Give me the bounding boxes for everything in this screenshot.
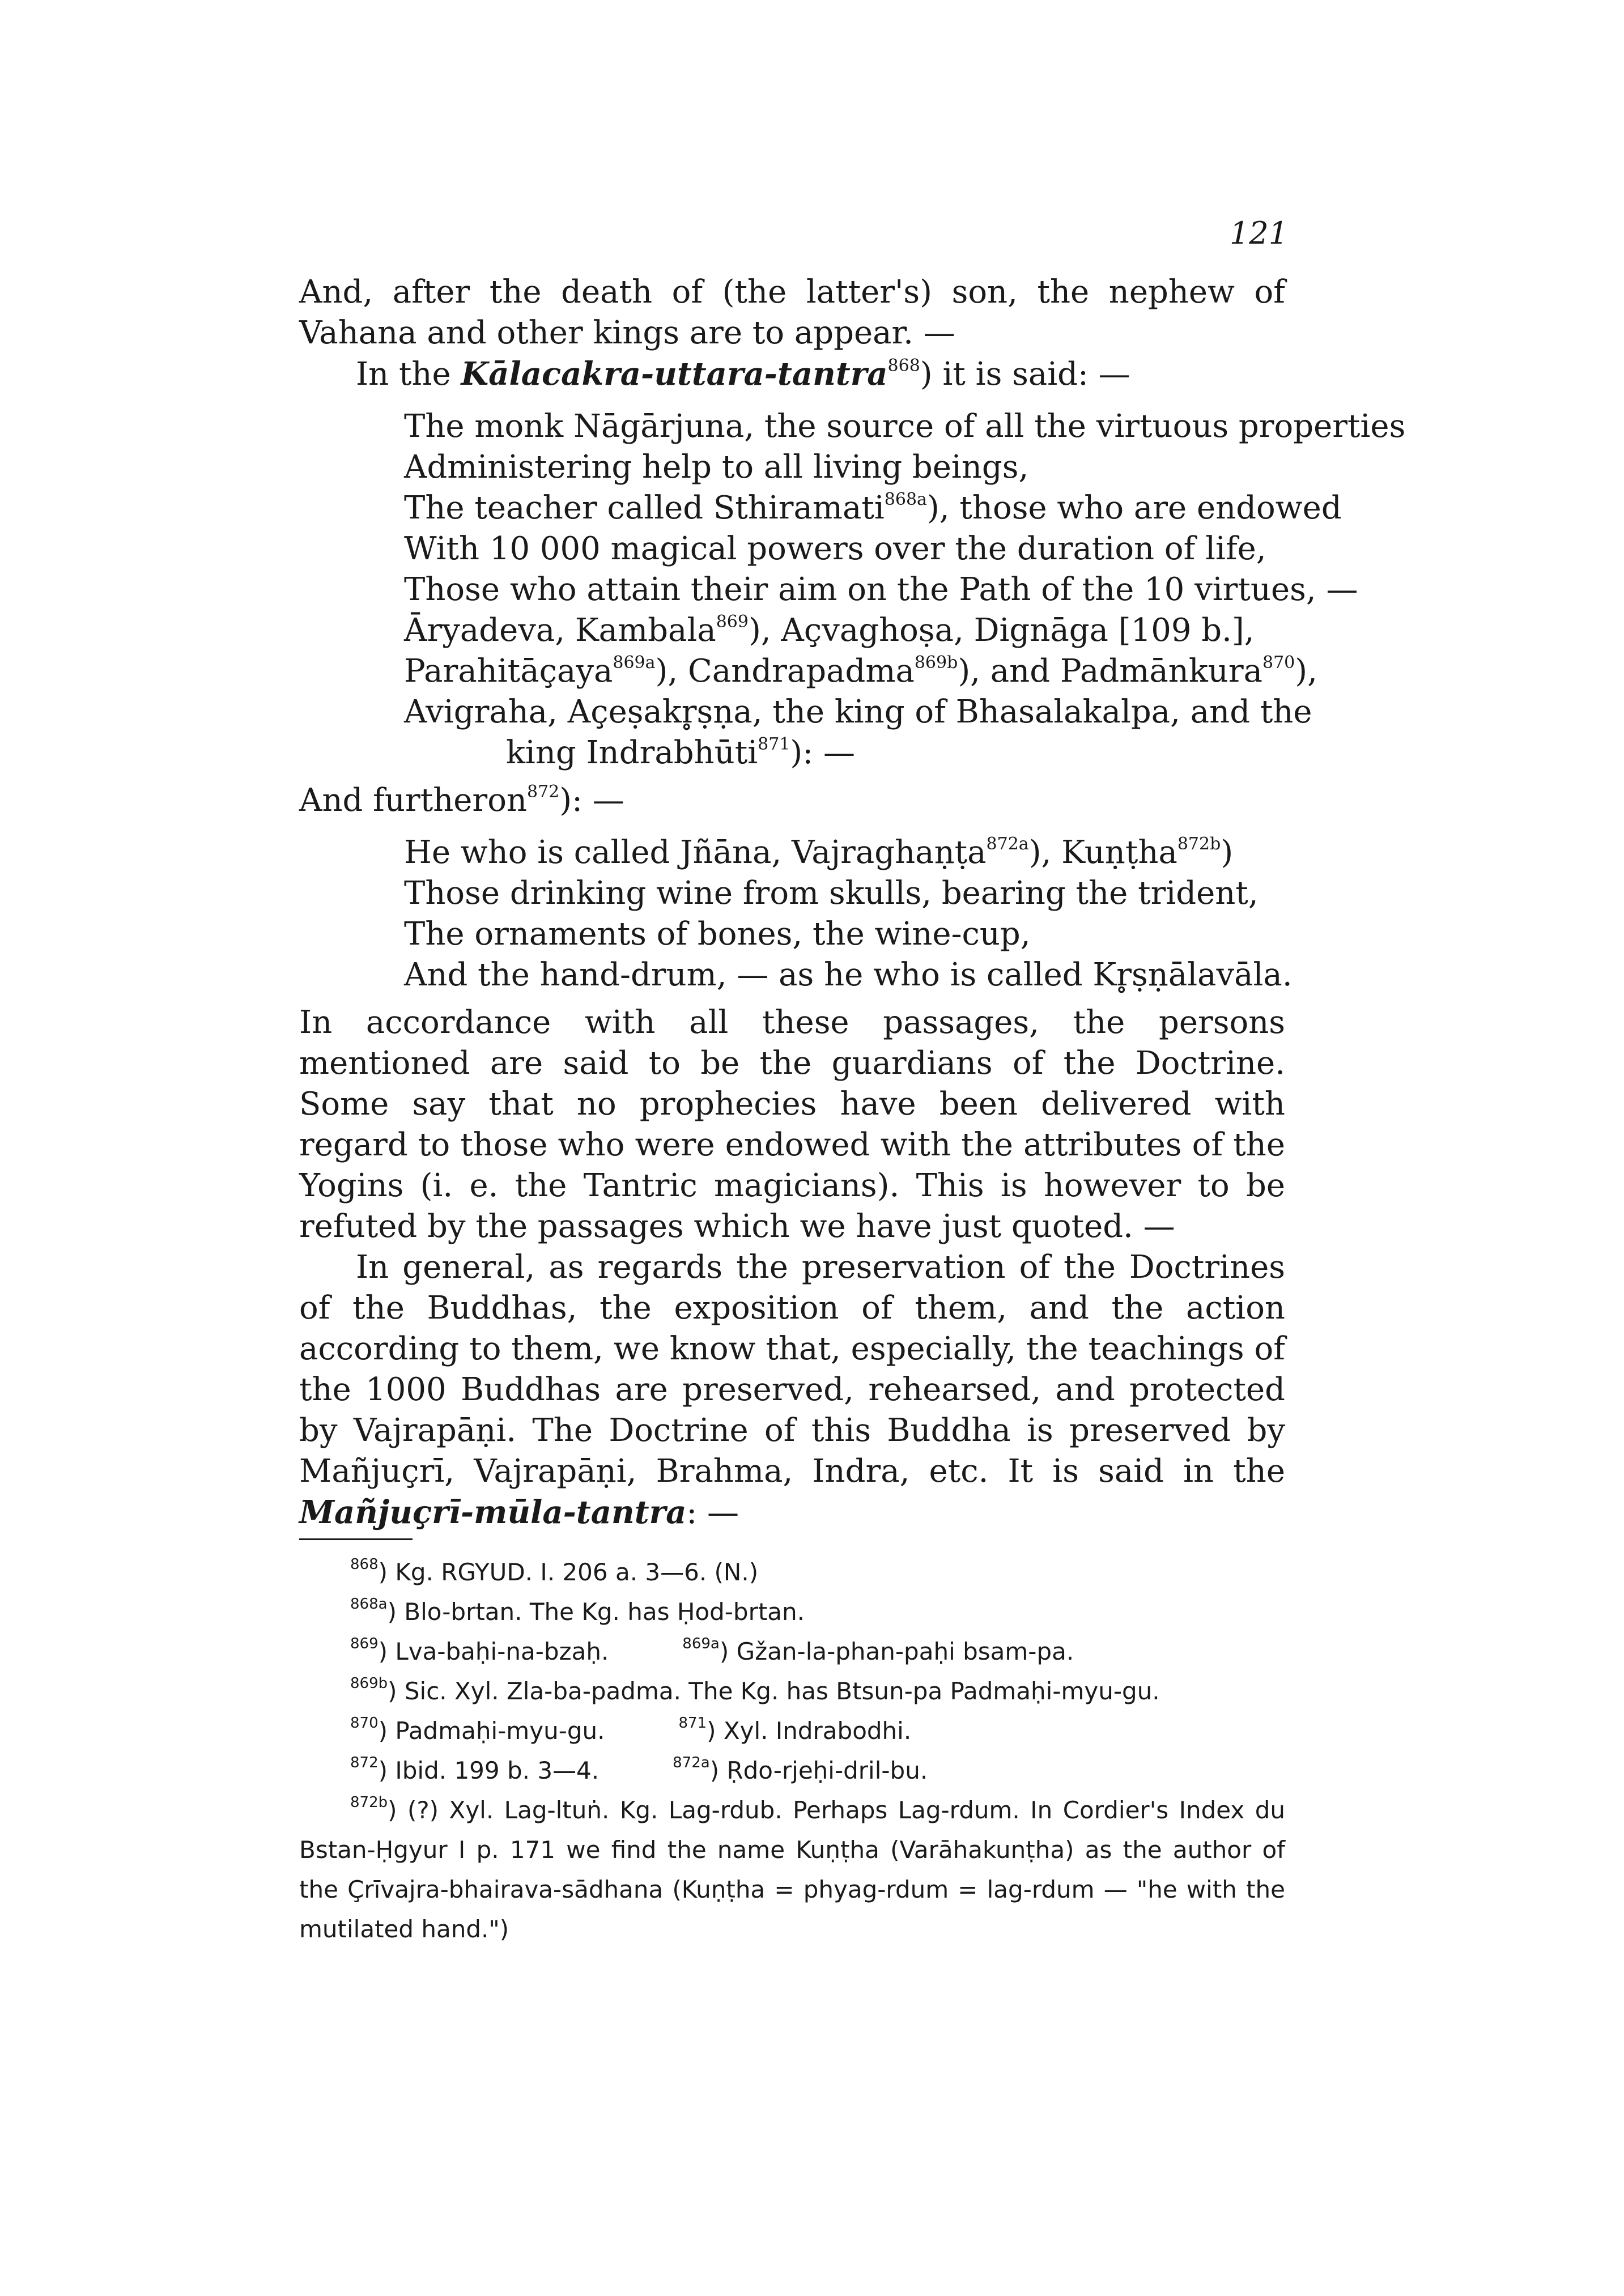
footnote-text: ) (?) Xyl. Lag-ltuṅ. Kg. Lag-rdub. Perhaps Lag-rdum. In Cordier's Index du Bstan-Ḥgyur I p. 171 we find the name Kuṇṭha (Varāhakunṭha) as the author of the Çrīvajra-bhairava-sādhana (Kuṇṭha = phyag-rdum = lag-rdum — "he with the mutilated hand.") bbox=[299, 1796, 1285, 1943]
verse-line bbox=[404, 733, 1285, 773]
preservation-paragraph bbox=[299, 1247, 1285, 1533]
verse-line: With 10 000 magical powers over the duration of life, bbox=[404, 530, 1266, 567]
footnote-number: 869b bbox=[350, 1675, 388, 1692]
footnote-number: 870 bbox=[350, 1715, 379, 1732]
footnote-ref: 870 bbox=[1262, 653, 1295, 673]
furtheron-line bbox=[299, 780, 1285, 821]
footnote-number: 871 bbox=[678, 1715, 707, 1732]
footnote-divider bbox=[299, 1538, 413, 1540]
main-text bbox=[299, 272, 1406, 1533]
tantra-title: Kālacakra-uttara-tantra bbox=[461, 355, 888, 393]
footnote-number: 868a bbox=[350, 1596, 388, 1613]
guardians-paragraph: In accordance with all these passages, the persons mentioned are said to be the guardians of the Doctrine. Some say that no prophecies have been delivered with regard to those who were endowed with the attributes of the Yogins (i. e. the Tantric magicians). This is however to be refuted by the passages which we have just quoted. — bbox=[299, 1004, 1285, 1245]
verse-line bbox=[404, 651, 1317, 692]
footnote-ref: 869b bbox=[914, 653, 958, 673]
footnote bbox=[299, 1791, 1285, 1949]
footnote-number: 872 bbox=[350, 1754, 379, 1771]
verse-line: And the hand-drum, — as he who is called Kr̥ṣṇālavāla. bbox=[404, 956, 1293, 993]
citation-suffix: ) it is said: — bbox=[920, 356, 1130, 393]
verse-line: The ornaments of bones, the wine-cup, bbox=[404, 916, 1031, 953]
citation-prefix: In the bbox=[356, 356, 461, 393]
footnote bbox=[299, 1553, 1285, 1592]
footnote-ref: 869a bbox=[613, 653, 656, 673]
intro-paragraph: And, after the death of (the latter's) son, the nephew of Vahana and other kings are to appear. — bbox=[299, 274, 1285, 351]
verse-line: Those drinking wine from skulls, bearing the trident, bbox=[404, 875, 1259, 912]
footnote-number: 868 bbox=[350, 1556, 379, 1573]
footnote-text: ) Lva-baḥi-na-bzaḥ. bbox=[378, 1638, 609, 1665]
verse-line: Administering help to all living beings, bbox=[404, 449, 1029, 486]
footnote-text: ) Ṛdo-rjeḥi-dril-bu. bbox=[709, 1757, 928, 1784]
footnote-ref: 868a bbox=[884, 490, 927, 509]
tantra-title: Mañjuçrī-mūla-tantra bbox=[299, 1494, 687, 1531]
verse-line bbox=[404, 832, 1285, 873]
footnote bbox=[299, 1632, 1285, 1672]
verse-text: The teacher called Sthiramati bbox=[404, 490, 885, 526]
verse-text: king Indrabhūti bbox=[506, 734, 758, 771]
verse-text: He who is called Jñāna, Vajraghaṇṭa bbox=[404, 834, 987, 871]
footnote-number: 872a bbox=[673, 1754, 710, 1771]
verse-text: ), those who are endowed bbox=[926, 490, 1342, 526]
footnote-text: ) Blo-brtan. The Kg. has Ḥod-brtan. bbox=[387, 1598, 805, 1626]
footnote-text: ) Padmaḥi-myu-gu. bbox=[378, 1717, 605, 1745]
verse-quote-1 bbox=[404, 406, 1406, 773]
furtheron-suffix: ): — bbox=[559, 782, 624, 819]
footnote bbox=[299, 1751, 1285, 1791]
footnote-text: ) Ibid. 199 b. 3—4. bbox=[378, 1757, 600, 1784]
verse-text: Āryadeva, Kambala bbox=[404, 612, 716, 649]
footnote-ref: 868 bbox=[887, 356, 920, 376]
verse-line: Those who attain their aim on the Path of the 10 virtues, — bbox=[404, 571, 1358, 608]
footnote-ref: 869 bbox=[716, 612, 749, 632]
footnote bbox=[299, 1672, 1285, 1711]
footnote-text: ) Gžan-la-phan-paḥi bsam-pa. bbox=[719, 1638, 1074, 1665]
footnote-text: ) Kg. RGYUD. I. 206 a. 3—6. (N.) bbox=[378, 1558, 759, 1586]
verse-text: ), Candrapadma bbox=[655, 653, 915, 690]
verse-text: ) bbox=[1221, 834, 1234, 871]
footnote bbox=[299, 1592, 1285, 1632]
footnote-ref: 872a bbox=[986, 834, 1029, 854]
verse-line bbox=[404, 488, 1342, 529]
intro-citation bbox=[299, 354, 1285, 395]
paragraph-text: In general, as regards the preservation of the Doctrines of the Buddhas, the exposition of them, and the action according to them, we know that, especially, the teachings of the 1000 Buddhas are preserved, rehearsed, and protected by Vajrapāṇi. The Doctrine of this Buddha is preserved by Mañjuçrī, Vajrapāṇi, Brahma, Indra, etc. It is said in the bbox=[299, 1249, 1285, 1490]
footnote-number: 869 bbox=[350, 1635, 379, 1652]
verse-line: Avigraha, Açeṣakr̥ṣṇa, the king of Bhasalakalpa, and the bbox=[404, 694, 1312, 730]
footnote-number: 872b bbox=[350, 1794, 388, 1811]
footnote-ref: 872 bbox=[526, 782, 560, 802]
verse-line bbox=[404, 610, 1285, 651]
footnotes bbox=[299, 1553, 1285, 1949]
verse-text: ), and Padmānkura bbox=[958, 653, 1262, 690]
footnote-number: 869a bbox=[682, 1635, 720, 1652]
verse-text: ), Kuṇṭha bbox=[1028, 834, 1177, 871]
furtheron-text: And furtheron bbox=[299, 782, 527, 819]
verse-text: ), Açvaghoṣa, Dignāga [109 b.], bbox=[748, 612, 1255, 649]
footnote-ref: 872b bbox=[1177, 834, 1221, 854]
footnote-text: ) Xyl. Indrabodhi. bbox=[707, 1717, 912, 1745]
paragraph-suffix: : — bbox=[686, 1494, 739, 1531]
footnote-ref: 871 bbox=[758, 734, 790, 754]
verse-text: Parahitāçaya bbox=[404, 653, 613, 690]
footnote bbox=[299, 1711, 1285, 1751]
verse-line: The monk Nāgārjuna, the source of all the virtuous properties bbox=[404, 408, 1406, 445]
page-number: 121 bbox=[1230, 215, 1289, 251]
verse-quote-2 bbox=[404, 832, 1293, 996]
verse-text: ), bbox=[1295, 653, 1317, 690]
verse-text: ): — bbox=[790, 734, 855, 771]
footnote-text: ) Sic. Xyl. Zla-ba-padma. The Kg. has Btsun-pa Padmaḥi-myu-gu. bbox=[388, 1677, 1160, 1705]
